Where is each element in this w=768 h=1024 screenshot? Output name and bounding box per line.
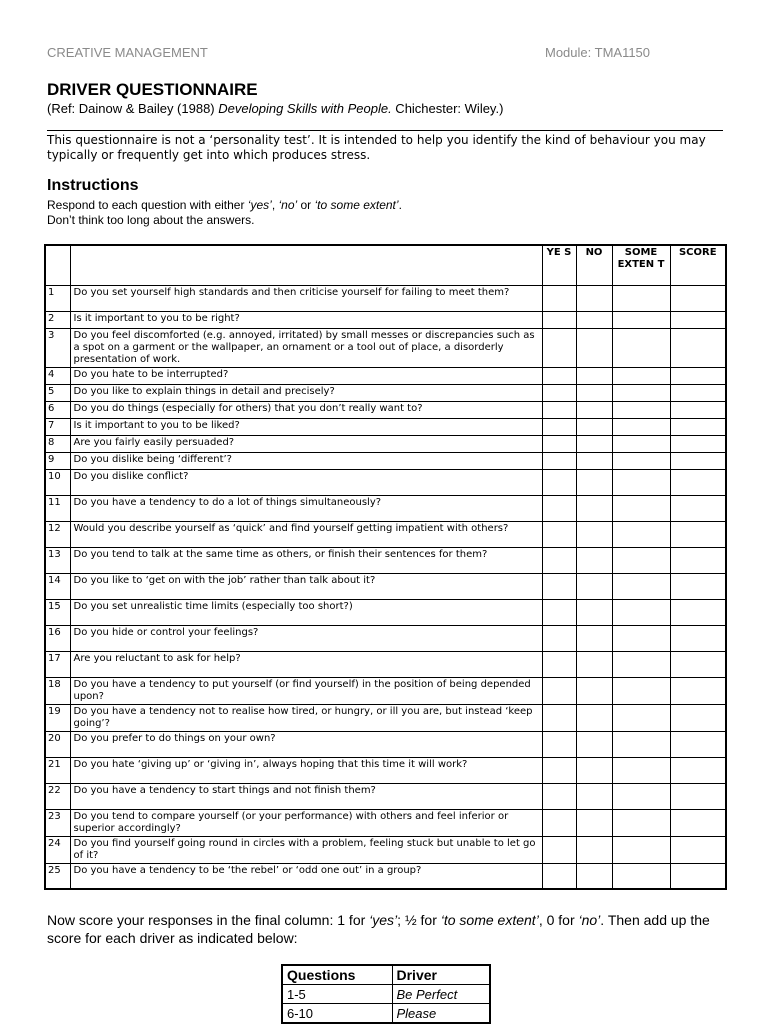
table-row: [45, 418, 726, 435]
table-row: [45, 731, 726, 757]
table-row: [45, 401, 726, 418]
some-extent-cell[interactable]: [612, 651, 670, 677]
no-cell[interactable]: [576, 651, 612, 677]
yes-cell[interactable]: [542, 452, 576, 469]
question-text: Do you hate ‘giving up’ or ‘giving in’, always hoping that this time it will work?: [70, 757, 542, 783]
yes-cell[interactable]: [542, 469, 576, 495]
yes-cell[interactable]: [542, 367, 576, 384]
score-cell[interactable]: [670, 599, 726, 625]
table-row: [45, 285, 726, 311]
score-cell[interactable]: [670, 863, 726, 889]
score-cell[interactable]: [670, 783, 726, 809]
no-cell[interactable]: [576, 757, 612, 783]
score-cell[interactable]: [670, 367, 726, 384]
reference-suffix: Chichester: Wiley.): [391, 101, 504, 116]
question-number: 4: [45, 367, 70, 384]
no-cell[interactable]: [576, 783, 612, 809]
table-row: [45, 625, 726, 651]
score-cell[interactable]: [670, 809, 726, 836]
question-text: Do you have a tendency to put yourself (or find yourself) in the position of being depended upon?: [70, 677, 542, 704]
instr-yes: ‘yes’: [247, 198, 272, 212]
driver-questions-range: 6-10: [282, 1004, 392, 1024]
yes-cell[interactable]: [542, 757, 576, 783]
score-cell[interactable]: [670, 521, 726, 547]
divider: [47, 130, 723, 131]
scoring-yes: ‘yes’: [369, 912, 398, 928]
question-number: 5: [45, 384, 70, 401]
no-cell[interactable]: [576, 285, 612, 311]
yes-cell[interactable]: [542, 521, 576, 547]
no-cell[interactable]: [576, 384, 612, 401]
question-text: Do you hate to be interrupted?: [70, 367, 542, 384]
question-text: Is it important to you to be right?: [70, 311, 542, 328]
intro-text: This questionnaire is not a ‘personality test’. It is intended to help you identify the kind of behaviour you may typically or frequently get into which produces stress.: [47, 133, 706, 162]
table-row: [45, 311, 726, 328]
question-text: Do you prefer to do things on your own?: [70, 731, 542, 757]
header-module: Module: TMA1150: [545, 45, 651, 60]
some-extent-cell[interactable]: [612, 677, 670, 704]
scoring-some: ‘to some extent’: [440, 912, 539, 928]
question-text: Do you feel discomforted (e.g. annoyed, irritated) by small messes or discrepancies such as a spot on a garment or the wallpaper, an ornament or a tool out of place, a disorderly presentation of work.: [70, 328, 542, 367]
score-cell[interactable]: [670, 495, 726, 521]
instr-no: ‘no’: [278, 198, 298, 212]
yes-cell[interactable]: [542, 836, 576, 863]
table-row: [45, 495, 726, 521]
some-extent-cell[interactable]: [612, 573, 670, 599]
question-number: 1: [45, 285, 70, 311]
question-number: 23: [45, 809, 70, 836]
some-extent-cell[interactable]: [612, 367, 670, 384]
no-cell[interactable]: [576, 704, 612, 731]
question-text: Would you describe yourself as ‘quick’ and find yourself getting impatient with others?: [70, 521, 542, 547]
header-num-cell: [45, 245, 70, 285]
some-extent-cell[interactable]: [612, 783, 670, 809]
yes-cell[interactable]: [542, 311, 576, 328]
instr-text-d: .: [398, 198, 402, 212]
score-cell[interactable]: [670, 625, 726, 651]
yes-cell[interactable]: [542, 863, 576, 889]
scoring-no: ‘no’: [578, 912, 601, 928]
driver-name: Please: [392, 1004, 490, 1024]
score-cell[interactable]: [670, 469, 726, 495]
question-text: Do you have a tendency to be ‘the rebel’ or ‘odd one out’ in a group?: [70, 863, 542, 889]
instructions-line-1: [47, 198, 402, 212]
score-cell[interactable]: [670, 651, 726, 677]
question-number: 25: [45, 863, 70, 889]
scoring-text-a: Now score your responses in the final column: 1 for: [47, 912, 370, 928]
table-row: [45, 599, 726, 625]
score-cell[interactable]: [670, 401, 726, 418]
question-number: 24: [45, 836, 70, 863]
some-extent-cell[interactable]: [612, 311, 670, 328]
question-text: Are you reluctant to ask for help?: [70, 651, 542, 677]
instructions-heading: Instructions: [47, 177, 139, 194]
no-cell[interactable]: [576, 418, 612, 435]
yes-cell[interactable]: [542, 401, 576, 418]
question-number: 17: [45, 651, 70, 677]
score-cell[interactable]: [670, 757, 726, 783]
scoring-text-b: ; ½ for: [397, 912, 441, 928]
yes-cell[interactable]: [542, 418, 576, 435]
no-cell[interactable]: [576, 547, 612, 573]
yes-cell[interactable]: [542, 384, 576, 401]
yes-cell[interactable]: [542, 285, 576, 311]
driver-header-driver: Driver: [392, 965, 490, 985]
driver-questions-range: 1-5: [282, 985, 392, 1004]
yes-cell[interactable]: [542, 599, 576, 625]
some-extent-cell[interactable]: [612, 704, 670, 731]
table-row: [45, 704, 726, 731]
some-extent-cell[interactable]: [612, 285, 670, 311]
some-extent-cell[interactable]: [612, 469, 670, 495]
question-text: Do you like to explain things in detail and precisely?: [70, 384, 542, 401]
header-question-cell: [70, 245, 542, 285]
question-number: 14: [45, 573, 70, 599]
question-text: Do you have a tendency to do a lot of things simultaneously?: [70, 495, 542, 521]
table-row: [45, 435, 726, 452]
table-row: [45, 469, 726, 495]
table-row: [45, 384, 726, 401]
question-number: 21: [45, 757, 70, 783]
question-number: 20: [45, 731, 70, 757]
reference-prefix: (Ref: Dainow & Bailey (1988): [47, 101, 219, 116]
no-cell[interactable]: [576, 836, 612, 863]
score-cell[interactable]: [670, 677, 726, 704]
question-number: 6: [45, 401, 70, 418]
reference-book: Developing Skills with People.: [218, 101, 392, 116]
instr-some: ‘to some extent’: [314, 198, 399, 212]
question-number: 11: [45, 495, 70, 521]
score-cell[interactable]: [670, 418, 726, 435]
score-cell[interactable]: [670, 452, 726, 469]
question-number: 10: [45, 469, 70, 495]
header-left: CREATIVE MANAGEMENT: [47, 45, 208, 60]
question-number: 7: [45, 418, 70, 435]
table-row: [45, 547, 726, 573]
question-text: Do you dislike conflict?: [70, 469, 542, 495]
yes-cell[interactable]: [542, 651, 576, 677]
scoring-text-d: . Then add up the score for each driver as indicated below:: [47, 912, 710, 946]
score-cell[interactable]: [670, 328, 726, 367]
question-text: Do you do things (especially for others) that you don’t really want to?: [70, 401, 542, 418]
header-some-extent: SOME EXTEN T: [612, 245, 670, 285]
yes-cell[interactable]: [542, 731, 576, 757]
table-row: [45, 367, 726, 384]
yes-cell[interactable]: [542, 677, 576, 704]
no-cell[interactable]: [576, 599, 612, 625]
some-extent-cell[interactable]: [612, 836, 670, 863]
score-cell[interactable]: [670, 547, 726, 573]
question-number: 16: [45, 625, 70, 651]
some-extent-cell[interactable]: [612, 625, 670, 651]
question-text: Do you set unrealistic time limits (especially too short?): [70, 599, 542, 625]
no-cell[interactable]: [576, 809, 612, 836]
no-cell[interactable]: [576, 311, 612, 328]
question-number: 22: [45, 783, 70, 809]
table-row: [45, 677, 726, 704]
table-row: [45, 809, 726, 836]
header-score: SCORE: [670, 245, 726, 285]
scoring-text-c: , 0 for: [538, 912, 579, 928]
questionnaire-table: [44, 244, 727, 890]
score-cell[interactable]: [670, 311, 726, 328]
question-text: Do you hide or control your feelings?: [70, 625, 542, 651]
yes-cell[interactable]: [542, 783, 576, 809]
header-yes: YE S: [542, 245, 576, 285]
table-row: [45, 651, 726, 677]
yes-cell[interactable]: [542, 328, 576, 367]
score-cell[interactable]: [670, 731, 726, 757]
some-extent-cell[interactable]: [612, 521, 670, 547]
score-cell[interactable]: [670, 704, 726, 731]
some-extent-cell[interactable]: [612, 328, 670, 367]
question-number: 12: [45, 521, 70, 547]
yes-cell[interactable]: [542, 547, 576, 573]
question-text: Is it important to you to be liked?: [70, 418, 542, 435]
score-cell[interactable]: [670, 285, 726, 311]
question-text: Do you tend to talk at the same time as others, or finish their sentences for them?: [70, 547, 542, 573]
question-number: 13: [45, 547, 70, 573]
no-cell[interactable]: [576, 435, 612, 452]
driver-table: [281, 964, 491, 1024]
driver-body: [282, 985, 490, 1024]
questions-body: [45, 285, 726, 889]
score-cell[interactable]: [670, 836, 726, 863]
question-text: Do you find yourself going round in circles with a problem, feeling stuck but unable to let go of it?: [70, 836, 542, 863]
yes-cell[interactable]: [542, 625, 576, 651]
question-number: 18: [45, 677, 70, 704]
no-cell[interactable]: [576, 677, 612, 704]
table-row: [45, 836, 726, 863]
some-extent-cell[interactable]: [612, 418, 670, 435]
score-cell[interactable]: [670, 384, 726, 401]
no-cell[interactable]: [576, 521, 612, 547]
score-cell[interactable]: [670, 435, 726, 452]
header-no: NO: [576, 245, 612, 285]
some-extent-cell[interactable]: [612, 495, 670, 521]
question-number: 8: [45, 435, 70, 452]
reference: [47, 101, 503, 116]
no-cell[interactable]: [576, 469, 612, 495]
driver-row: [282, 985, 490, 1004]
question-text: Are you fairly easily persuaded?: [70, 435, 542, 452]
no-cell[interactable]: [576, 452, 612, 469]
table-row: [45, 452, 726, 469]
some-extent-cell[interactable]: [612, 731, 670, 757]
no-cell[interactable]: [576, 573, 612, 599]
no-cell[interactable]: [576, 401, 612, 418]
table-row: [45, 573, 726, 599]
some-extent-cell[interactable]: [612, 599, 670, 625]
some-extent-cell[interactable]: [612, 452, 670, 469]
question-text: Do you tend to compare yourself (or your performance) with others and feel inferior or superior accordingly?: [70, 809, 542, 836]
some-extent-cell[interactable]: [612, 401, 670, 418]
instr-text-c: or: [297, 198, 315, 212]
yes-cell[interactable]: [542, 495, 576, 521]
no-cell[interactable]: [576, 863, 612, 889]
question-text: Do you have a tendency not to realise how tired, or hungry, or ill you are, but instead ‘keep going’?: [70, 704, 542, 731]
some-extent-cell[interactable]: [612, 547, 670, 573]
instr-text-b: ,: [271, 198, 279, 212]
some-extent-cell[interactable]: [612, 863, 670, 889]
yes-cell[interactable]: [542, 573, 576, 599]
driver-name: Be Perfect: [392, 985, 490, 1004]
no-cell[interactable]: [576, 367, 612, 384]
question-number: 2: [45, 311, 70, 328]
question-number: 9: [45, 452, 70, 469]
table-row: [45, 328, 726, 367]
score-cell[interactable]: [670, 573, 726, 599]
question-number: 15: [45, 599, 70, 625]
question-number: 19: [45, 704, 70, 731]
question-text: Do you dislike being ‘different’?: [70, 452, 542, 469]
no-cell[interactable]: [576, 731, 612, 757]
question-number: 3: [45, 328, 70, 367]
question-text: Do you set yourself high standards and then criticise yourself for failing to meet them?: [70, 285, 542, 311]
no-cell[interactable]: [576, 495, 612, 521]
some-extent-cell[interactable]: [612, 435, 670, 452]
table-row: [45, 757, 726, 783]
instructions-line-2: Don’t think too long about the answers.: [47, 213, 255, 227]
driver-row: [282, 1004, 490, 1024]
some-extent-cell[interactable]: [612, 757, 670, 783]
page-title: DRIVER QUESTIONNAIRE: [47, 80, 258, 99]
some-extent-cell[interactable]: [612, 384, 670, 401]
yes-cell[interactable]: [542, 435, 576, 452]
instr-text-a: Respond to each question with either: [47, 198, 248, 212]
no-cell[interactable]: [576, 328, 612, 367]
table-row: [45, 783, 726, 809]
some-extent-cell[interactable]: [612, 809, 670, 836]
no-cell[interactable]: [576, 625, 612, 651]
question-text: Do you have a tendency to start things and not finish them?: [70, 783, 542, 809]
yes-cell[interactable]: [542, 809, 576, 836]
scoring-instructions: [47, 911, 737, 947]
table-row: [45, 863, 726, 889]
yes-cell[interactable]: [542, 704, 576, 731]
table-row: [45, 521, 726, 547]
driver-header-questions: Questions: [282, 965, 392, 985]
question-text: Do you like to ‘get on with the job’ rather than talk about it?: [70, 573, 542, 599]
